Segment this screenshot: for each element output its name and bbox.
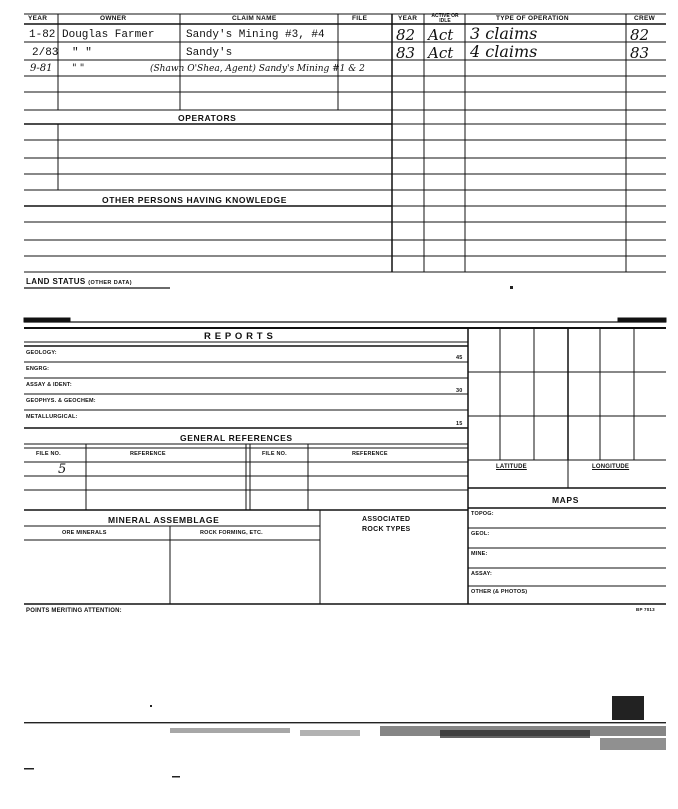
row2-owner: " " xyxy=(72,47,92,59)
row2-claim: Sandy's xyxy=(186,47,233,59)
op1-year: 82 xyxy=(396,26,416,44)
row1-year: 1-82 xyxy=(29,29,56,41)
report-engrg: ENGRG: xyxy=(26,366,50,372)
map-geol: GEOL: xyxy=(471,531,490,537)
ref-reference-header: REFERENCE xyxy=(130,451,166,457)
map-other: OTHER (& PHOTOS) xyxy=(471,589,528,595)
op2-type: 4 claims xyxy=(470,42,538,61)
map-mine: MINE: xyxy=(471,551,488,557)
general-references-heading: GENERAL REFERENCES xyxy=(180,433,293,443)
form-number: BP 7013 xyxy=(636,607,655,612)
report-geology: GEOLOGY: xyxy=(26,350,57,356)
map-assay: ASSAY: xyxy=(471,571,493,577)
mineral-assemblage-heading: MINERAL ASSEMBLAGE xyxy=(108,515,220,525)
row2-year: 2/83 xyxy=(32,47,59,59)
other-persons-heading: OTHER PERSONS HAVING KNOWLEDGE xyxy=(102,195,288,205)
latitude-label: LATITUDE xyxy=(496,464,527,470)
associated-header: ASSOCIATED xyxy=(362,516,411,523)
op2-year: 83 xyxy=(396,44,416,62)
owner-header: OWNER xyxy=(100,15,127,22)
grid-number-45: 45 xyxy=(456,355,463,361)
report-geophys: GEOPHYS. & GEOCHEM: xyxy=(26,398,96,404)
op2-status: Act xyxy=(428,44,454,62)
row1-owner: Douglas Farmer xyxy=(62,29,155,41)
points-meriting-attention-label: POINTS MERITING ATTENTION: xyxy=(26,608,122,614)
grid-number-30: 30 xyxy=(456,388,463,394)
active-idle-header: ACTIVE OR IDLE xyxy=(431,13,459,24)
op1-crew: 82 xyxy=(630,26,650,44)
year-header-2: YEAR xyxy=(398,15,418,22)
grid-number-15: 15 xyxy=(456,421,463,427)
crew-header: CREW xyxy=(634,15,656,22)
report-metallurgical: METALLURGICAL: xyxy=(26,414,78,420)
report-assay: ASSAY & IDENT: xyxy=(26,382,72,388)
op2-crew: 83 xyxy=(630,44,650,62)
maps-heading: MAPS xyxy=(552,495,579,505)
row3-year: 9-81 xyxy=(30,63,53,74)
ref-entry-file-no: 5 xyxy=(58,462,67,477)
rock-forming-header: ROCK FORMING, ETC. xyxy=(200,530,263,536)
reports-heading: R E P O R T S xyxy=(204,331,274,342)
ref-file-no-header-2: FILE NO. xyxy=(262,451,287,457)
ore-minerals-header: ORE MINERALS xyxy=(62,530,107,536)
row3-claim: (Shawn O'Shea, Agent) Sandy's Mining #1 & 2 xyxy=(150,64,365,74)
ref-reference-header-2: REFERENCE xyxy=(352,451,388,457)
claim-name-header: CLAIM NAME xyxy=(232,15,277,22)
op1-status: Act xyxy=(428,26,454,44)
file-header: FILE xyxy=(352,15,368,22)
longitude-label: LONGITUDE xyxy=(592,464,630,470)
year-header: YEAR xyxy=(28,15,48,22)
op1-type: 3 claims xyxy=(470,24,538,43)
map-topog: TOPOG: xyxy=(471,511,494,517)
land-status-label: LAND STATUS (OTHER DATA) xyxy=(26,277,132,286)
row1-claim: Sandy's Mining #3, #4 xyxy=(186,29,325,41)
row3-owner: " " xyxy=(72,63,85,74)
ref-file-no-header: FILE NO. xyxy=(36,451,61,457)
rock-types-header: ROCK TYPES xyxy=(362,526,411,533)
operation-type-header: TYPE OF OPERATION xyxy=(496,15,569,22)
operators-heading: OPERATORS xyxy=(178,113,237,123)
